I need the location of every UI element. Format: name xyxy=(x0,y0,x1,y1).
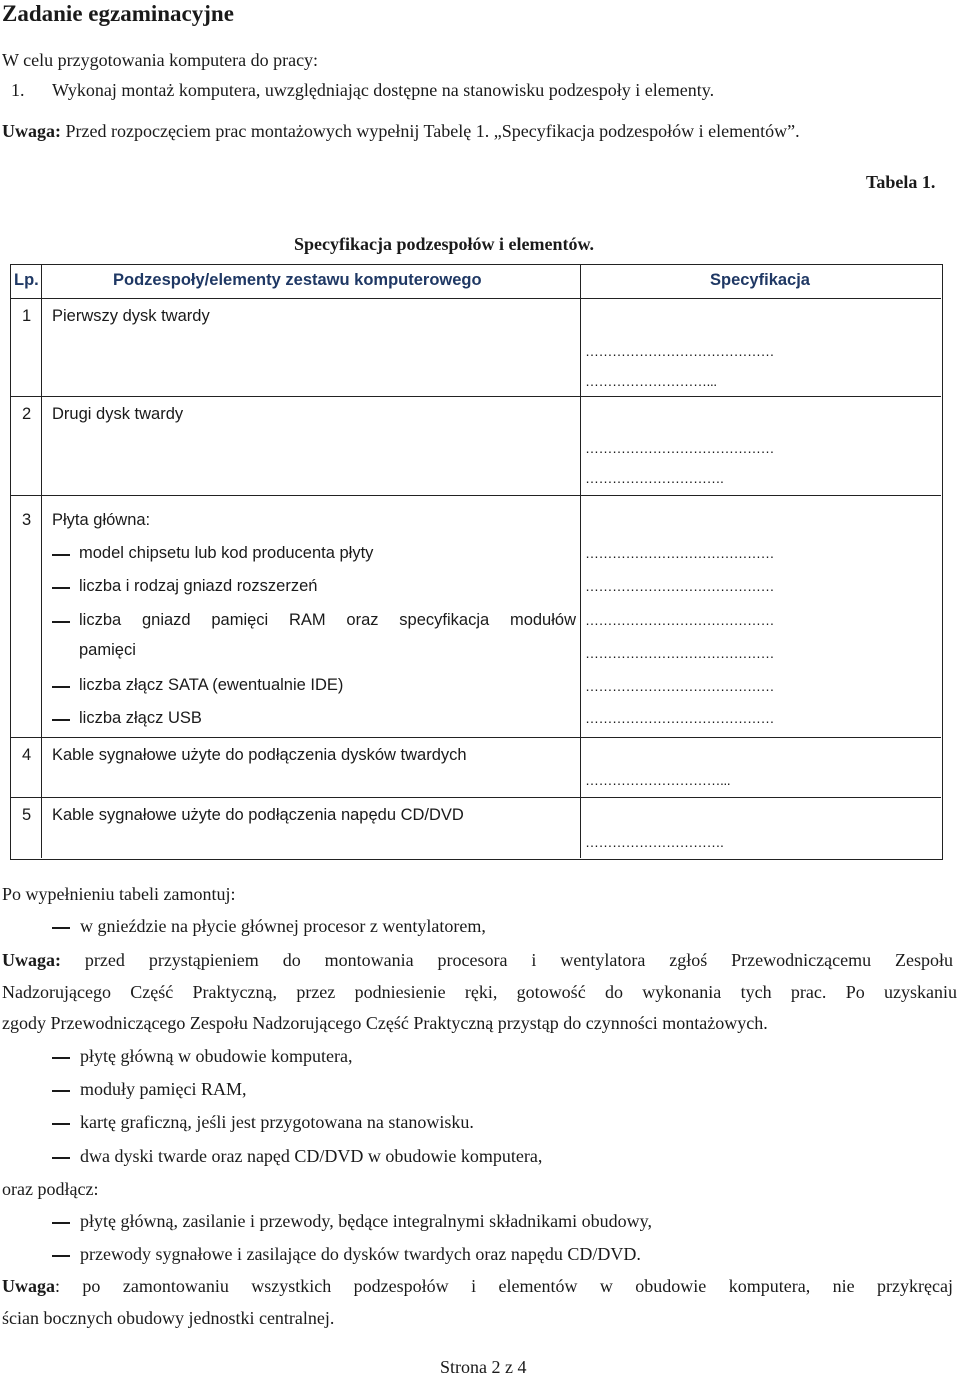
dash-bullet xyxy=(52,1123,70,1125)
mount-item: moduły pamięci RAM, xyxy=(80,1079,247,1099)
mount-item: w gnieździe na płycie głównej procesor z wentylatorem, xyxy=(80,916,486,936)
row-divider xyxy=(11,298,941,299)
column-divider xyxy=(580,265,581,858)
spec-dots: ………………………... xyxy=(585,373,717,389)
dash-bullet xyxy=(52,719,70,721)
dash-bullet xyxy=(52,1222,70,1224)
row-divider xyxy=(11,396,941,397)
spec-dots: …………………………………… xyxy=(585,678,774,694)
sub-item: liczba złącz USB xyxy=(79,709,202,727)
dash-bullet xyxy=(52,1090,70,1092)
uwaga2-line3: zgody Przewodniczącego Zespołu Nadzorującego Część Praktyczną przystąp do czynności montażowych. xyxy=(2,1013,768,1033)
dash-bullet xyxy=(52,621,70,623)
mount-item: dwa dyski twarde oraz napęd CD/DVD w obudowie komputera, xyxy=(80,1146,543,1166)
spec-dots: …………………………………… xyxy=(585,645,774,661)
row-divider xyxy=(11,797,941,798)
sub-item: model chipsetu lub kod producenta płyty xyxy=(79,544,374,562)
column-divider xyxy=(41,265,42,858)
row-item: Płyta główna: xyxy=(52,511,151,529)
uwaga2-label: Uwaga: xyxy=(2,950,61,970)
spec-dots: …………………………………… xyxy=(585,612,774,628)
spec-dots: …………………………………… xyxy=(585,440,774,456)
row-lp: 5 xyxy=(22,806,32,824)
task1-number: 1. xyxy=(11,80,25,100)
uwaga1-label: Uwaga: xyxy=(2,121,61,141)
sub-item: liczba gniazd pamięci RAM oraz specyfikacja modułów xyxy=(79,611,576,629)
row-item: Drugi dysk twardy xyxy=(52,405,184,423)
row-lp: 1 xyxy=(22,307,32,325)
spec-dots: …………………………………… xyxy=(585,578,774,594)
connect-item: przewody sygnałowe i zasilające do dysków twardych oraz napędu CD/DVD. xyxy=(80,1244,641,1264)
spec-dots: …………………………... xyxy=(585,772,731,788)
table-ref: Tabela 1. xyxy=(866,172,936,192)
uwaga2-line1 xyxy=(2,950,953,971)
header-spec: Specyfikacja xyxy=(710,271,810,289)
sub-item: liczba i rodzaj gniazd rozszerzeń xyxy=(79,577,318,595)
intro-text: W celu przygotowania komputera do pracy: xyxy=(2,50,319,70)
dash-bullet xyxy=(52,587,70,589)
after-table-text: Po wypełnieniu tabeli zamontuj: xyxy=(2,884,236,904)
uwaga2-line2: Nadzorującego Część Praktyczną, przez podniesienie ręki, gotowość do wykonania tych prac. Po uzyskaniu xyxy=(2,982,957,1002)
table-caption: Specyfikacja podzespołów i elementów. xyxy=(294,234,594,254)
uwaga1-paragraph xyxy=(2,121,800,142)
row-lp: 4 xyxy=(22,746,32,764)
page-footer: Strona 2 z 4 xyxy=(440,1357,527,1377)
spec-dots: …………………………………… xyxy=(585,343,774,359)
uwaga2-text: przed przystąpieniem do montowania procesora i wentylatora zgłoś Przewodniczącemu Zespołu xyxy=(61,950,953,970)
task1-text: Wykonaj montaż komputera, uwzględniając dostępne na stanowisku podzespoły i elementy. xyxy=(52,80,715,100)
mount-item: płytę główną w obudowie komputera, xyxy=(80,1046,353,1066)
spec-dots: …………………………. xyxy=(585,470,724,486)
uwaga3-label: Uwaga xyxy=(2,1276,55,1296)
header-lp: Lp. xyxy=(14,271,39,289)
row-item: Pierwszy dysk twardy xyxy=(52,307,210,325)
spec-dots: …………………………………… xyxy=(585,545,774,561)
dash-bullet xyxy=(52,1057,70,1059)
connect-intro: oraz podłącz: xyxy=(2,1179,99,1199)
dash-bullet xyxy=(52,1157,70,1159)
dash-bullet xyxy=(52,554,70,556)
row-lp: 3 xyxy=(22,511,32,529)
header-item: Podzespoły/elementy zestawu komputerowego xyxy=(113,271,482,289)
dash-bullet xyxy=(52,1255,70,1257)
uwaga3-text: : po zamontowaniu wszystkich podzespołów i elementów w obudowie komputera, nie przykręcaj xyxy=(55,1276,953,1296)
uwaga3-line2: ścian bocznych obudowy jednostki centralnej. xyxy=(2,1308,335,1328)
sub-item-continuation: pamięci xyxy=(79,641,136,659)
uwaga1-text: Przed rozpoczęciem prac montażowych wypełnij Tabelę 1. „Specyfikacja podzespołów i elementów”. xyxy=(61,121,800,141)
row-item: Kable sygnałowe użyte do podłączenia dysków twardych xyxy=(52,746,467,764)
dash-bullet xyxy=(52,927,70,929)
spec-dots: …………………………. xyxy=(585,834,724,850)
row-divider xyxy=(11,737,941,738)
mount-item: kartę graficzną, jeśli jest przygotowana na stanowisku. xyxy=(80,1112,474,1132)
connect-item: płytę główną, zasilanie i przewody, będące integralnymi składnikami obudowy, xyxy=(80,1211,653,1231)
uwaga3-line1 xyxy=(2,1276,953,1297)
sub-item: liczba złącz SATA (ewentualnie IDE) xyxy=(79,676,344,694)
spec-dots: …………………………………… xyxy=(585,710,774,726)
dash-bullet xyxy=(52,686,70,688)
row-divider xyxy=(11,495,941,496)
row-item: Kable sygnałowe użyte do podłączenia napędu CD/DVD xyxy=(52,806,464,824)
row-lp: 2 xyxy=(22,405,32,423)
page-title: Zadanie egzaminacyjne xyxy=(2,1,234,26)
